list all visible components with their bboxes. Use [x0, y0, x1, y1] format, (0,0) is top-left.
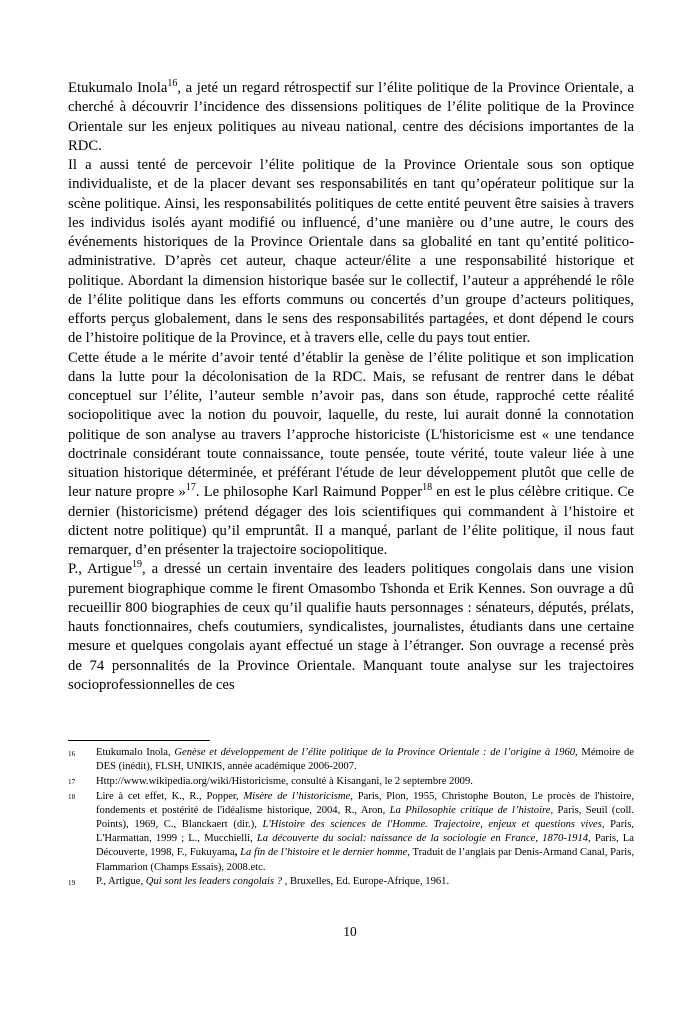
- body-paragraph: Il a aussi tenté de percevoir l’élite politique de la Province Orientale sous son optique individualiste, et de la placer devant ses responsabilités en tant qu’opérateur politique sur la scène politique. Ainsi, les responsabilités politiques de cette entité peuvent être saisies à travers les individus isolés ayant modifié ou influencé, d’une manière ou d’une autre, le cours des événements historiques de la Province Orientale dans sa globalité en tant qu’entité politico-administrative. D’après cet auteur, chaque acteur/élite a une responsabilité historique et politique. Abordant la dimension historique basée sur le collectif, l’auteur a appréhendé le rôle de l’élite politique dans les efforts communs ou concertés d’un groupe d’acteurs politiques, efforts perçus globalement, dans le sens des responsabilités partagées, et dont dépend le cours de l’histoire politique de la Province, et à travers elle, celle du pays tout entier.: [68, 157, 634, 347]
- footnote-text: Etukumalo Inola, Genèse et développement de l’élite politique de la Province Orientale : de l’origine à 1960, Mémoire de DES (inédit), FLSH, UNIKIS, année académique 2006-2007.: [96, 747, 634, 773]
- body-paragraph: P., Artigue$^{19}$, a dressé un certain inventaire des leaders politiques congolais dans une vision purement biographique comme le firent Omasombo Tshonda et Erik Kennes. Son ouvrage a dû recueillir 800 biographies de ceux qu’il qualifie hauts personnages : sénateurs, députés, prélats, hauts fonctionnaires, chefs coutumiers, syndicalistes, journalistes, étudiants dans une certaine mesure et quelques congolais ayant effectué un stage à l’étranger. Son ouvrage a recensé près de 74 personnalités de la Province Orientale. Manquant toute analyse sur les trajectoires socioprofessionnelles de ces: [68, 559, 634, 693]
- footnote-text: P., Artigue, Qui sont les leaders congolais ? , Bruxelles, Ed. Europe-Afrique, 1961.: [96, 876, 450, 888]
- footnote-marker: 18: [68, 793, 76, 802]
- footnote-entry: [68, 790, 634, 875]
- footnote-entry: [68, 875, 634, 889]
- footnote-marker: 16: [68, 749, 76, 758]
- footnote-entry: [68, 746, 634, 774]
- footnote-marker: 19: [68, 878, 76, 887]
- page-number: 10: [343, 924, 357, 939]
- footnote-marker: 17: [68, 778, 76, 787]
- footnote-text: Http://www.wikipedia.org/wiki/Historicisme, consulté à Kisangani, le 2 septembre 2009.: [96, 775, 473, 787]
- body-paragraph: Cette étude a le mérite d’avoir tenté d’établir la genèse de l’élite politique et son implication dans la lutte pour la décolonisation de la RDC. Mais, se refusant de rentrer dans le débat conceptuel sur l’élite, l’auteur semble n’avoir pas, dans son étude, rapproché cette réalité sociopolitique avec la notion du pouvoir, laquelle, du reste, lui aurait donné la connotation politique de son analyse au travers l’approche historiciste (L'historicisme est « une tendance doctrinale considérant toute connaissance, toute pensée, toute vérité, toute valeur liée à une situation historique déterminée, et préférant l'étude de leur développement plutôt que celle de leur nature propre »$^{17}$. Le philosophe Karl Raimund Popper$^{18}$ en est le plus célèbre critique. Ce dernier (historicisme) prétend dégager des lois scientifiques qui commandent à l’histoire et dictent notre politique) qu’il empruntât. Il a manqué, parlant de l’élite politique, il nous faut remarquer, d’en présenter la trajectoire sociopolitique.: [68, 349, 634, 558]
- footnote-entry: [68, 775, 634, 789]
- footnote-separator-rule: [68, 740, 210, 741]
- footnote-section: [68, 740, 634, 890]
- body-paragraph: Etukumalo Inola$^{16}$, a jeté un regard rétrospectif sur l’élite politique de la Province Orientale, a cherché à découvrir l’incidence des dissensions politiques de l’élite politique de la Province Orientale sur les enjeux politiques au niveau national, centre des décisions importantes de la RDC.: [68, 78, 634, 154]
- document-body: [68, 79, 634, 695]
- footnote-text: Lire à cet effet, K., R., Popper, Misère de l’historicisme, Paris, Plon, 1955, Christophe Bouton, Le procès de l'histoire, fondements et postérité de l'idéalisme historique, 2004, R., Aron, La Philosophie critique de l’histoire, Paris, Seuil (coll. Points), 1969, C., Blanckaert (dir.), L'Histoire des sciences de l'Homme. Trajectoire, enjeux et questions vives, Paris, L'Harmattan, 1999 ; L., Mucchielli, La découverte du social: naissance de la sociologie en France, 1870-1914, Paris, La Découverte, 1998, F., Fukuyama, La fin de l’histoire et le dernier homme, Traduit de l’anglais par Denis-Armand Canal, Paris, Flammarion (Champs Essais), 2008.etc.: [96, 790, 634, 873]
